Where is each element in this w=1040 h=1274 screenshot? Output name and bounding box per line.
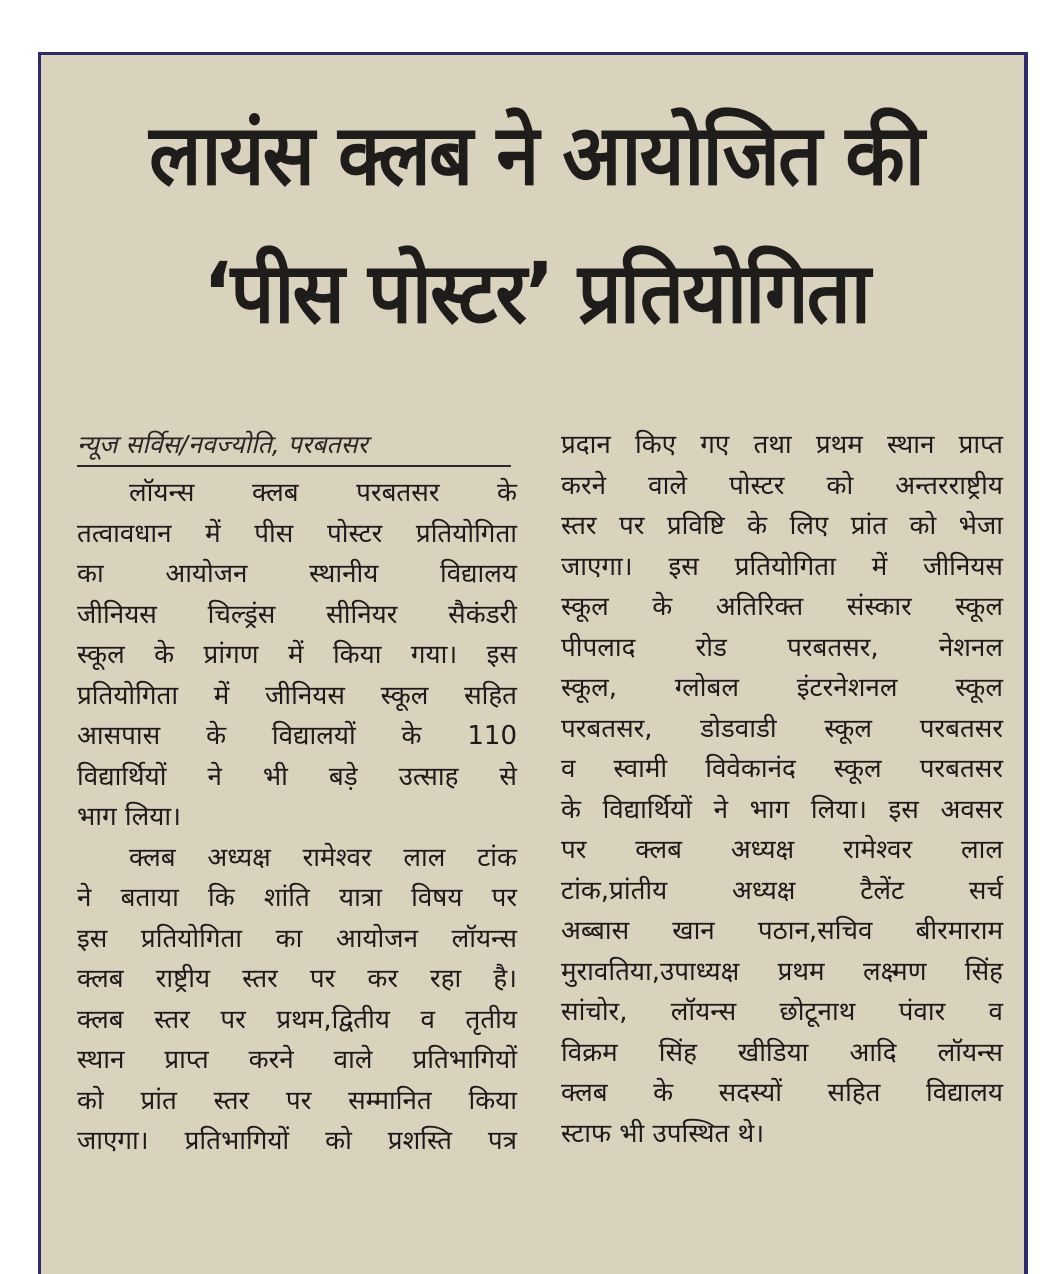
article-line: स्तर पर प्रविष्टि के लिए प्रांत को भेजा <box>561 511 1003 541</box>
article-line: व स्वामी विवेकानंद स्कूल परबतसर <box>561 754 1003 784</box>
article-column-right <box>561 425 1003 1154</box>
article-line: का आयोजन स्थानीय विद्यालय <box>77 559 517 589</box>
article-line: लॉयन्स क्लब परबतसर के <box>129 478 517 508</box>
article-line: जाएगा। इस प्रतियोगिता में जीनियस <box>561 551 1003 582</box>
newspaper-clipping <box>38 52 1028 1274</box>
article-line: सांचोर, लॉयन्स छोटूनाथ पंवार व <box>561 997 1003 1027</box>
article-line: प्रदान किए गए तथा प्रथम स्थान प्राप्त <box>561 430 1003 460</box>
article-line: टांक,प्रांतीय अध्यक्ष टैलेंट सर्च <box>561 875 1003 906</box>
article-line: स्कूल, ग्लोबल इंटरनेशनल स्कूल <box>561 673 1003 703</box>
article-line: आसपास के विद्यालयों के 110 <box>77 721 517 751</box>
headline-line-1: लायंस क्लब ने आयोजित की <box>149 106 923 204</box>
article-line: तत्वावधान में पीस पोस्टर प्रतियोगिता <box>77 518 517 549</box>
article-line: क्लब स्तर पर प्रथम,द्वितीय व तृतीय <box>77 1004 517 1035</box>
article-column-left <box>77 473 517 1162</box>
article-line: जीनियस चिल्ड्रंस सीनियर सैकंडरी <box>77 599 517 630</box>
article-line: ने बताया कि शांति यात्रा विषय पर <box>77 883 517 913</box>
article-line: परबतसर, डोडवाडी स्कूल परबतसर <box>561 713 1003 744</box>
article-line: करने वाले पोस्टर को अन्तरराष्ट्रीय <box>561 470 1003 501</box>
article-line: जाएगा। प्रतिभागियों को प्रशस्ति पत्र <box>77 1126 517 1156</box>
article-line: स्कूल के अतिरिक्त संस्कार स्कूल <box>561 592 1003 622</box>
article-line: पीपलाद रोड परबतसर, नेशनल <box>561 632 1003 663</box>
article-line: स्थान प्राप्त करने वाले प्रतिभागियों <box>77 1045 517 1075</box>
article-line: अब्बास खान पठान,सचिव बीरमाराम <box>561 916 1003 946</box>
article-line: प्रतियोगिता में जीनियस स्कूल सहित <box>77 680 517 711</box>
article-line: इस प्रतियोगिता का आयोजन लॉयन्स <box>77 923 517 954</box>
article-line: क्लब राष्ट्रीय स्तर पर कर रहा है। <box>77 964 517 994</box>
article-line: क्लब अध्यक्ष रामेश्वर लाल टांक <box>129 842 517 873</box>
article-line: क्लब के सदस्यों सहित विद्यालय <box>561 1078 1003 1108</box>
article-line: भाग लिया। <box>77 802 181 832</box>
byline: न्यूज सर्विस/नवज्योति, परबतसर <box>77 427 511 467</box>
headline-line-2: ‘पीस पोस्टर’ प्रतियोगिता <box>202 244 870 342</box>
article-line: मुरावतिया,उपाध्यक्ष प्रथम लक्ष्मण सिंह <box>561 956 1003 987</box>
article-line: विद्यार्थियों ने भी बड़े उत्साह से <box>77 761 517 792</box>
article-line: स्टाफ भी उपस्थित थे। <box>561 1118 765 1149</box>
article-line: पर क्लब अध्यक्ष रामेश्वर लाल <box>561 835 1003 865</box>
article-line: विक्रम सिंह खीडिया आदि लॉयन्स <box>561 1037 1003 1068</box>
article-line: स्कूल के प्रांगण में किया गया। इस <box>77 640 517 670</box>
article-line: के विद्यार्थियों ने भाग लिया। इस अवसर <box>561 794 1003 825</box>
article-line: को प्रांत स्तर पर सम्मानित किया <box>77 1085 517 1116</box>
